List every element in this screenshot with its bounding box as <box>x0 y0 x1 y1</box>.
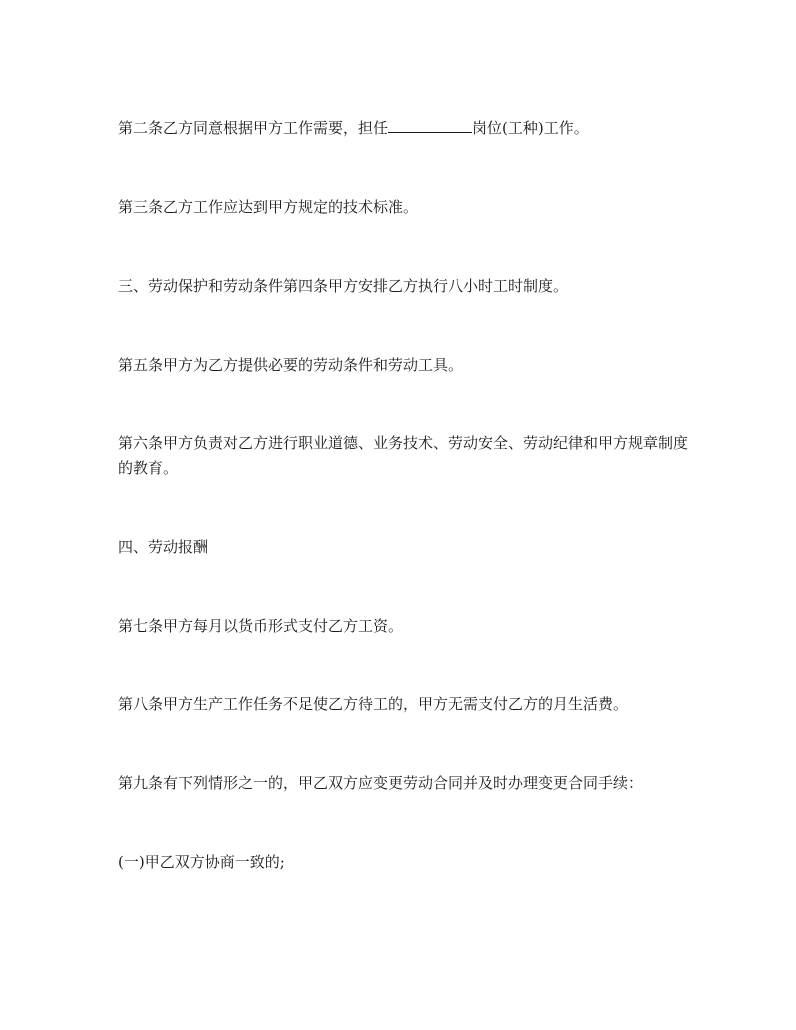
section-heading-remuneration: 四、劳动报酬 <box>118 538 209 556</box>
paragraph-article-7: 第七条甲方每月以货币形式支付乙方工资。 <box>118 617 404 635</box>
section-heading-labor-protection: 三、劳动保护和劳动条件第四条甲方安排乙方执行八小时工时制度。 <box>118 277 569 295</box>
paragraph-article-2-text-before: 第二条乙方同意根据甲方工作需要，担任 <box>118 119 389 137</box>
job-position-blank <box>388 118 472 133</box>
paragraph-article-2 <box>118 116 688 141</box>
paragraph-article-5: 第五条甲方为乙方提供必要的劳动条件和劳动工具。 <box>118 356 464 374</box>
paragraph-article-3: 第三条乙方工作应达到甲方规定的技术标准。 <box>118 198 419 216</box>
paragraph-article-9: 第九条有下列情形之一的，甲乙双方应变更劳动合同并及时办理变更合同手续： <box>118 774 644 792</box>
paragraph-article-8: 第八条甲方生产工作任务不足使乙方待工的，甲方无需支付乙方的月生活费。 <box>118 695 629 713</box>
paragraph-article-2-text-after: 岗位(工种)工作。 <box>472 119 589 137</box>
list-item-1: (一)甲乙双方协商一致的; <box>118 853 285 871</box>
paragraph-article-6: 第六条甲方负责对乙方进行职业道德、业务技术、劳动安全、劳动纪律和甲方规章制度的教育。 <box>118 434 689 477</box>
